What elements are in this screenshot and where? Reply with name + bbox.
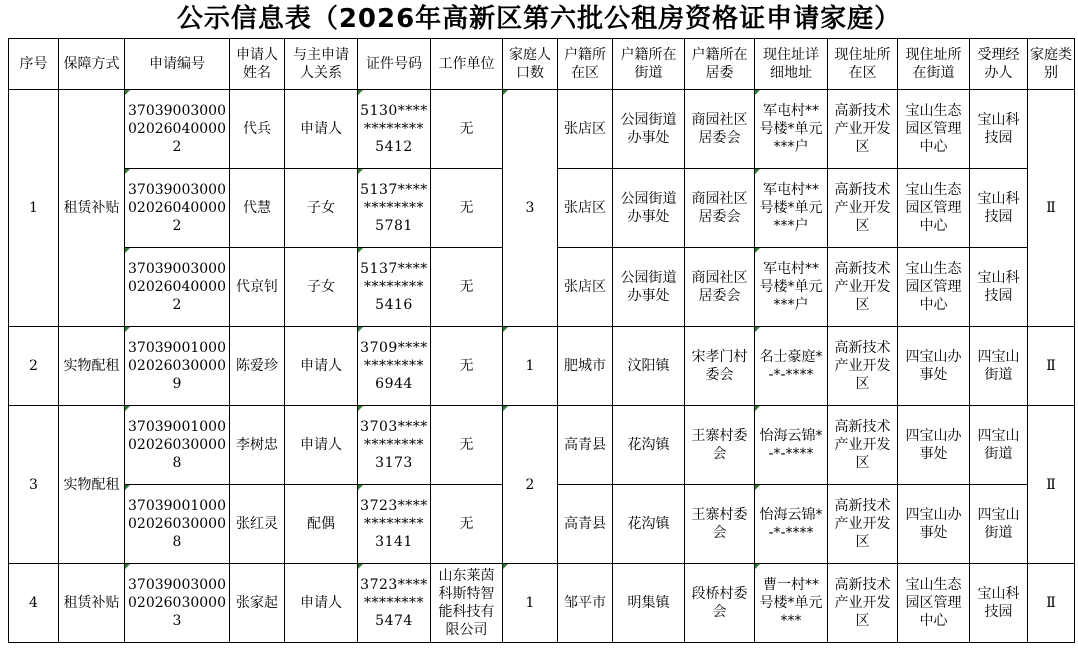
work-cell[interactable]: 山东莱茵科斯特智能科技有限公司 [431, 564, 503, 643]
cur-district-cell[interactable]: 高新技术产业开发区 [828, 485, 898, 564]
cur-district-cell[interactable]: 高新技术产业开发区 [828, 406, 898, 485]
cur-district-cell[interactable]: 高新技术产业开发区 [828, 564, 898, 643]
work-cell[interactable]: 无 [431, 169, 503, 248]
app-no-cell[interactable]: 37039003000020260300003 [125, 564, 230, 643]
handler-cell[interactable]: 宝山科技园 [970, 90, 1028, 169]
street-cell[interactable]: 明集镇 [613, 564, 685, 643]
address-cell[interactable]: 军屯村**号楼*单元***户 [755, 169, 828, 248]
category-cell[interactable]: Ⅱ [1028, 327, 1075, 406]
app-no-cell[interactable]: 37039003000020260400002 [125, 90, 230, 169]
header-cell[interactable]: 证件号码 [358, 39, 431, 90]
people-cell[interactable]: 1 [503, 564, 558, 643]
method-cell[interactable]: 实物配租 [59, 406, 125, 564]
app-no-cell[interactable]: 37039003000020260400002 [125, 169, 230, 248]
data-table [8, 38, 1075, 643]
cur-street-cell[interactable]: 四宝山办事处 [898, 327, 970, 406]
table-row [9, 327, 1075, 406]
relation-cell[interactable]: 申请人 [285, 90, 358, 169]
relation-cell[interactable]: 配偶 [285, 485, 358, 564]
work-cell[interactable]: 无 [431, 406, 503, 485]
method-cell[interactable]: 实物配租 [59, 327, 125, 406]
people-cell[interactable]: 1 [503, 327, 558, 406]
header-row [9, 39, 1075, 90]
name-cell[interactable]: 张红灵 [230, 485, 285, 564]
committee-cell[interactable]: 商园社区居委会 [685, 248, 755, 327]
category-cell[interactable]: Ⅱ [1028, 90, 1075, 327]
committee-cell[interactable]: 宋孝门村委会 [685, 327, 755, 406]
district-cell[interactable]: 张店区 [558, 90, 613, 169]
name-cell[interactable]: 陈爱珍 [230, 327, 285, 406]
street-cell[interactable]: 花沟镇 [613, 406, 685, 485]
name-cell[interactable]: 代慧 [230, 169, 285, 248]
app-no-cell[interactable]: 37039001000020260300008 [125, 485, 230, 564]
header-cell[interactable]: 申请编号 [125, 39, 230, 90]
district-cell[interactable]: 邹平市 [558, 564, 613, 643]
header-cell[interactable]: 现住址所在区 [828, 39, 898, 90]
work-cell[interactable]: 无 [431, 485, 503, 564]
name-cell[interactable]: 代京钊 [230, 248, 285, 327]
address-cell[interactable]: 曹一村**号楼*单元*** [755, 564, 828, 643]
cur-street-cell[interactable]: 宝山生态园区管理中心 [898, 90, 970, 169]
people-cell[interactable]: 3 [503, 90, 558, 327]
address-cell[interactable]: 怡海云锦*-*-**** [755, 485, 828, 564]
header-cell[interactable]: 保障方式 [59, 39, 125, 90]
header-cell[interactable]: 家庭类别 [1028, 39, 1075, 90]
header-cell[interactable]: 户籍所在区 [558, 39, 613, 90]
cur-street-cell[interactable]: 四宝山办事处 [898, 406, 970, 485]
street-cell[interactable]: 汶阳镇 [613, 327, 685, 406]
app-no-cell[interactable]: 37039001000020260300008 [125, 406, 230, 485]
handler-cell[interactable]: 宝山科技园 [970, 169, 1028, 248]
seq-cell[interactable]: 4 [9, 564, 59, 643]
seq-cell[interactable]: 2 [9, 327, 59, 406]
header-cell[interactable]: 家庭人口数 [503, 39, 558, 90]
committee-cell[interactable]: 王寨村委会 [685, 485, 755, 564]
app-no-cell[interactable]: 37039001000020260300009 [125, 327, 230, 406]
header-cell[interactable]: 工作单位 [431, 39, 503, 90]
app-no-cell[interactable]: 37039003000020260400002 [125, 248, 230, 327]
district-cell[interactable]: 张店区 [558, 248, 613, 327]
table-title: 公示信息表（2026年高新区第六批公租房资格证申请家庭） [176, 4, 902, 34]
header-cell[interactable]: 现住址所在街道 [898, 39, 970, 90]
committee-cell[interactable]: 商园社区居委会 [685, 169, 755, 248]
header-cell[interactable]: 户籍所在居委 [685, 39, 755, 90]
header-cell[interactable]: 申请人姓名 [230, 39, 285, 90]
street-cell[interactable]: 花沟镇 [613, 485, 685, 564]
street-cell[interactable]: 公园街道办事处 [613, 169, 685, 248]
cur-street-cell[interactable]: 宝山生态园区管理中心 [898, 564, 970, 643]
address-cell[interactable]: 名士豪庭*-*-**** [755, 327, 828, 406]
handler-cell[interactable]: 宝山科技园 [970, 564, 1028, 643]
name-cell[interactable]: 代兵 [230, 90, 285, 169]
cur-district-cell[interactable]: 高新技术产业开发区 [828, 90, 898, 169]
header-cell[interactable]: 序号 [9, 39, 59, 90]
table-row [9, 406, 1075, 485]
cur-district-cell[interactable]: 高新技术产业开发区 [828, 248, 898, 327]
handler-cell[interactable]: 四宝山街道 [970, 485, 1028, 564]
cur-street-cell[interactable]: 宝山生态园区管理中心 [898, 248, 970, 327]
table-row [9, 90, 1075, 169]
id-cell[interactable]: 3703************3173 [358, 406, 431, 485]
cur-district-cell[interactable]: 高新技术产业开发区 [828, 327, 898, 406]
street-cell[interactable]: 公园街道办事处 [613, 248, 685, 327]
address-cell[interactable]: 军屯村**号楼*单元***户 [755, 90, 828, 169]
committee-cell[interactable]: 段桥村委会 [685, 564, 755, 643]
category-cell[interactable]: Ⅱ [1028, 406, 1075, 564]
header-cell[interactable]: 现住址详细地址 [755, 39, 828, 90]
seq-cell[interactable]: 3 [9, 406, 59, 564]
header-cell[interactable]: 户籍所在街道 [613, 39, 685, 90]
address-cell[interactable]: 怡海云锦*-*-**** [755, 406, 828, 485]
relation-cell[interactable]: 申请人 [285, 327, 358, 406]
committee-cell[interactable]: 王寨村委会 [685, 406, 755, 485]
work-cell[interactable]: 无 [431, 90, 503, 169]
name-cell[interactable]: 张家起 [230, 564, 285, 643]
cur-street-cell[interactable]: 宝山生态园区管理中心 [898, 169, 970, 248]
work-cell[interactable]: 无 [431, 327, 503, 406]
id-cell[interactable]: 5137************5781 [358, 169, 431, 248]
people-cell[interactable]: 2 [503, 406, 558, 564]
district-cell[interactable]: 高青县 [558, 485, 613, 564]
table-row [9, 564, 1075, 643]
street-cell[interactable]: 公园街道办事处 [613, 90, 685, 169]
seq-cell[interactable]: 1 [9, 90, 59, 327]
method-cell[interactable]: 租赁补贴 [59, 564, 125, 643]
relation-cell[interactable]: 子女 [285, 169, 358, 248]
address-cell[interactable]: 军屯村**号楼*单元***户 [755, 248, 828, 327]
handler-cell[interactable]: 宝山科技园 [970, 248, 1028, 327]
district-cell[interactable]: 张店区 [558, 169, 613, 248]
handler-cell[interactable]: 四宝山街道 [970, 327, 1028, 406]
district-cell[interactable]: 肥城市 [558, 327, 613, 406]
relation-cell[interactable]: 子女 [285, 248, 358, 327]
id-cell[interactable]: 3723************5474 [358, 564, 431, 643]
relation-cell[interactable]: 申请人 [285, 564, 358, 643]
category-cell[interactable]: Ⅱ [1028, 564, 1075, 643]
method-cell[interactable]: 租赁补贴 [59, 90, 125, 327]
district-cell[interactable]: 高青县 [558, 406, 613, 485]
id-cell[interactable]: 5137************5416 [358, 248, 431, 327]
relation-cell[interactable]: 申请人 [285, 406, 358, 485]
committee-cell[interactable]: 商园社区居委会 [685, 90, 755, 169]
handler-cell[interactable]: 四宝山街道 [970, 406, 1028, 485]
header-cell[interactable]: 受理经办人 [970, 39, 1028, 90]
id-cell[interactable]: 3709************6944 [358, 327, 431, 406]
name-cell[interactable]: 李树忠 [230, 406, 285, 485]
header-cell[interactable]: 与主申请人关系 [285, 39, 358, 90]
cur-district-cell[interactable]: 高新技术产业开发区 [828, 169, 898, 248]
cur-street-cell[interactable]: 四宝山办事处 [898, 485, 970, 564]
work-cell[interactable]: 无 [431, 248, 503, 327]
id-cell[interactable]: 5130************5412 [358, 90, 431, 169]
id-cell[interactable]: 3723************3141 [358, 485, 431, 564]
